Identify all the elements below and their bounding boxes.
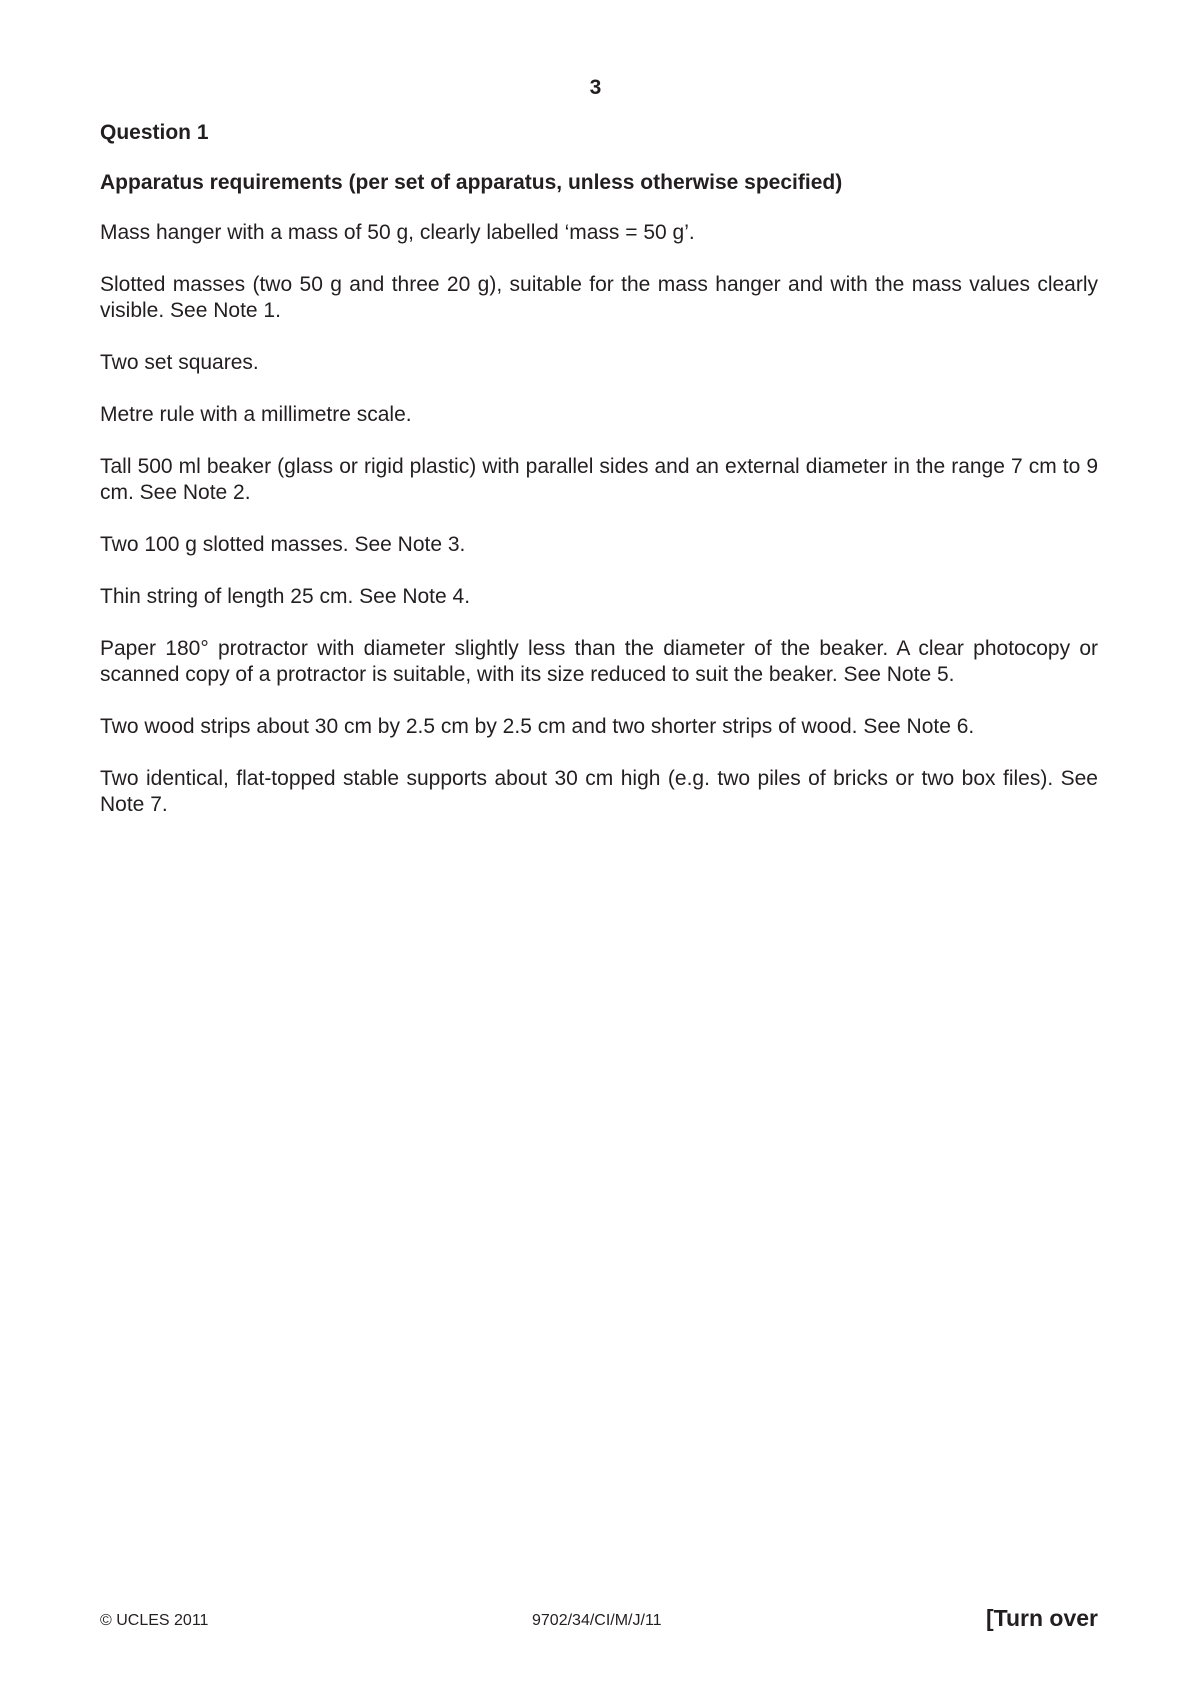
apparatus-item-100g-masses: Two 100 g slotted masses. See Note 3. [100, 533, 466, 556]
apparatus-item-set-squares: Two set squares. [100, 351, 259, 374]
apparatus-item-beaker: Tall 500 ml beaker (glass or rigid plastic) with parallel sides and an external diameter in the range 7 cm to 9 cm. See Note 2. [100, 455, 1098, 504]
apparatus-item-mass-hanger: Mass hanger with a mass of 50 g, clearly labelled ‘mass = 50 g’. [100, 221, 695, 244]
page-number: 3 [589, 76, 602, 99]
document-body [100, 120, 1098, 844]
page-footer [100, 1602, 1098, 1632]
apparatus-item-stable-supports: Two identical, flat-topped stable supports about 30 cm high (e.g. two piles of bricks or two box files). See Note 7. [100, 767, 1098, 816]
apparatus-requirements-heading: Apparatus requirements (per set of apparatus, unless otherwise specified) [100, 171, 843, 194]
question-heading: Question 1 [100, 121, 209, 144]
apparatus-item-wood-strips: Two wood strips about 30 cm by 2.5 cm by 2.5 cm and two shorter strips of wood. See Note 6. [100, 715, 975, 738]
apparatus-item-thin-string: Thin string of length 25 cm. See Note 4. [100, 585, 471, 608]
turn-over-label: [Turn over [985, 1605, 1098, 1631]
apparatus-item-paper-protractor: Paper 180° protractor with diameter slightly less than the diameter of the beaker. A clear photocopy or scanned copy of a protractor is suitable, with its size reduced to suit the beaker. See Note 5. [100, 637, 1098, 686]
copyright-notice: © UCLES 2011 [100, 1612, 209, 1629]
apparatus-item-metre-rule: Metre rule with a millimetre scale. [100, 403, 412, 426]
apparatus-item-slotted-masses: Slotted masses (two 50 g and three 20 g), suitable for the mass hanger and with the mass values clearly visible. See Note 1. [100, 273, 1098, 322]
paper-code: 9702/34/CI/M/J/11 [532, 1612, 662, 1629]
